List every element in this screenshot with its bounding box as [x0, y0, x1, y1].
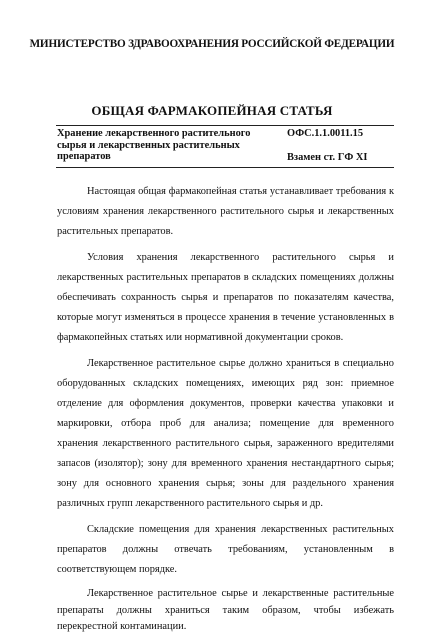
- article-replaces: Взамен ст. ГФ XI: [287, 152, 368, 163]
- article-subject: Хранение лекарственного растительного сырья и лекарственных растительных препаратов: [57, 128, 251, 162]
- ministry-heading: МИНИСТЕРСТВО ЗДРАВООХРАНЕНИЯ РОССИЙСКОЙ ФЕДЕРАЦИИ: [29, 38, 395, 50]
- header-divider-bottom: [56, 167, 394, 168]
- body-paragraph-1: Настоящая общая фармакопейная статья устанавливает требования к условиям хранения лекарственного растительного сырья и лекарственных растительных препаратов.: [57, 186, 394, 237]
- article-body: [57, 182, 394, 642]
- body-paragraph-3: Лекарственное растительное сырье должно храниться в специально оборудованных складских помещениях, имеющих ряд зон: приемное отделение для оформления документов, проверки качества упаковки и маркировки, отбора проб для анализа; помещение для временного хранения лекарственного растительного сырья, зараженного вредителями запасов (изолятор); зону для временного хранения нестандартного сырья; зону для основного хранения сырья; зоны для раздельного хранения различных групп лекарственного растительного сырья и др.: [57, 358, 394, 509]
- header-divider-top: [56, 125, 394, 126]
- article-code: ОФС.1.1.0011.15: [287, 128, 364, 139]
- body-paragraph-4: Складские помещения для хранения лекарственных растительных препаратов должны отвечать требованиям, установленным в соответствующем порядке.: [57, 524, 394, 575]
- body-paragraph-2: Условия хранения лекарственного растительного сырья и лекарственных растительных препаратов в складских помещениях должны обеспечивать сохранность сырья и препаратов по показателям качества, которые могут изменяться в процессе хранения в течение установленных в фармакопейных статьях или нормативной документации сроков.: [57, 252, 394, 343]
- document-type-title: ОБЩАЯ ФАРМАКОПЕЙНАЯ СТАТЬЯ: [91, 103, 333, 118]
- body-paragraph-5: Лекарственное растительное сырье и лекарственные растительные препараты должны храниться таким образом, чтобы избежать перекрестной контаминации.: [57, 588, 394, 632]
